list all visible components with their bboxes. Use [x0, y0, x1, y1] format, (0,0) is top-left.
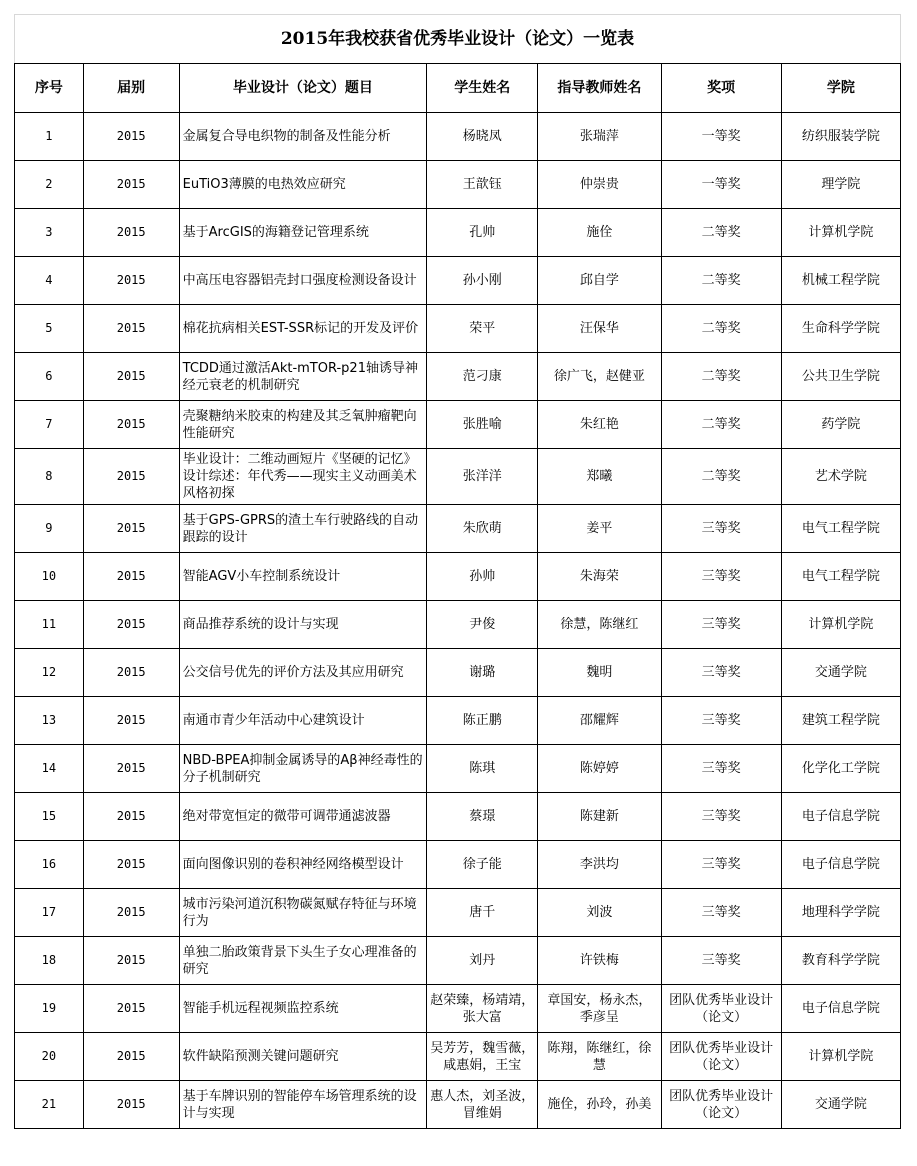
- index-cell: 20: [15, 1033, 84, 1081]
- table-row: [15, 889, 901, 937]
- topic-cell: 基于车牌识别的智能停车场管理系统的设计与实现: [179, 1081, 427, 1129]
- index-cell: 3: [15, 209, 84, 257]
- college-cell: 公共卫生学院: [781, 353, 900, 401]
- table-row: [15, 745, 901, 793]
- page-title: 2015年我校获省优秀毕业设计（论文）一览表: [15, 15, 901, 64]
- year-cell: 2015: [83, 209, 179, 257]
- index-cell: 9: [15, 505, 84, 553]
- college-cell: 药学院: [781, 401, 900, 449]
- student-cell: 陈琪: [427, 745, 538, 793]
- student-cell: 王歆钰: [427, 161, 538, 209]
- table-row: [15, 553, 901, 601]
- student-cell: 唐千: [427, 889, 538, 937]
- topic-cell: 中高压电容器铝壳封口强度检测设备设计: [179, 257, 427, 305]
- college-cell: 计算机学院: [781, 1033, 900, 1081]
- college-cell: 电子信息学院: [781, 841, 900, 889]
- college-cell: 交通学院: [781, 649, 900, 697]
- index-cell: 12: [15, 649, 84, 697]
- advisor-cell: 章国安，杨永杰，季彦呈: [538, 985, 661, 1033]
- index-cell: 5: [15, 305, 84, 353]
- advisor-cell: 汪保华: [538, 305, 661, 353]
- index-cell: 11: [15, 601, 84, 649]
- header-advisor: 指导教师姓名: [538, 64, 661, 113]
- award-cell: 三等奖: [661, 553, 781, 601]
- topic-cell: TCDD通过激活Akt-mTOR-p21轴诱导神经元衰老的机制研究: [179, 353, 427, 401]
- college-cell: 电气工程学院: [781, 553, 900, 601]
- advisor-cell: 姜平: [538, 505, 661, 553]
- college-cell: 交通学院: [781, 1081, 900, 1129]
- year-cell: 2015: [83, 1033, 179, 1081]
- award-cell: 三等奖: [661, 745, 781, 793]
- index-cell: 17: [15, 889, 84, 937]
- year-cell: 2015: [83, 449, 179, 505]
- advisor-cell: 施佺，孙玲，孙美: [538, 1081, 661, 1129]
- year-cell: 2015: [83, 937, 179, 985]
- student-cell: 张胜喻: [427, 401, 538, 449]
- index-cell: 13: [15, 697, 84, 745]
- year-cell: 2015: [83, 745, 179, 793]
- year-cell: 2015: [83, 1081, 179, 1129]
- topic-cell: 智能手机远程视频监控系统: [179, 985, 427, 1033]
- topic-cell: 单独二胎政策背景下头生子女心理准备的研究: [179, 937, 427, 985]
- award-cell: 二等奖: [661, 257, 781, 305]
- award-cell: 三等奖: [661, 697, 781, 745]
- header-topic: 毕业设计（论文）题目: [179, 64, 427, 113]
- topic-cell: NBD-BPEA抑制金属诱导的Aβ神经毒性的分子机制研究: [179, 745, 427, 793]
- year-cell: 2015: [83, 305, 179, 353]
- year-cell: 2015: [83, 553, 179, 601]
- award-cell: 一等奖: [661, 113, 781, 161]
- year-cell: 2015: [83, 985, 179, 1033]
- header-student: 学生姓名: [427, 64, 538, 113]
- college-cell: 建筑工程学院: [781, 697, 900, 745]
- award-cell: 团队优秀毕业设计（论文）: [661, 1033, 781, 1081]
- advisor-cell: 陈建新: [538, 793, 661, 841]
- topic-cell: 软件缺陷预测关键问题研究: [179, 1033, 427, 1081]
- table-row: [15, 209, 901, 257]
- index-cell: 4: [15, 257, 84, 305]
- year-cell: 2015: [83, 257, 179, 305]
- college-cell: 教育科学学院: [781, 937, 900, 985]
- award-cell: 三等奖: [661, 841, 781, 889]
- year-cell: 2015: [83, 401, 179, 449]
- year-cell: 2015: [83, 889, 179, 937]
- award-cell: 三等奖: [661, 793, 781, 841]
- award-cell: 二等奖: [661, 305, 781, 353]
- header-year: 届别: [83, 64, 179, 113]
- student-cell: 范刁康: [427, 353, 538, 401]
- college-cell: 电子信息学院: [781, 985, 900, 1033]
- table-row: [15, 505, 901, 553]
- advisor-cell: 朱海荣: [538, 553, 661, 601]
- index-cell: 18: [15, 937, 84, 985]
- student-cell: 陈正鹏: [427, 697, 538, 745]
- table-row: [15, 937, 901, 985]
- advisor-cell: 郑曦: [538, 449, 661, 505]
- table-row: [15, 161, 901, 209]
- index-cell: 19: [15, 985, 84, 1033]
- student-cell: 张洋洋: [427, 449, 538, 505]
- year-cell: 2015: [83, 601, 179, 649]
- college-cell: 机械工程学院: [781, 257, 900, 305]
- year-cell: 2015: [83, 353, 179, 401]
- topic-cell: 绝对带宽恒定的微带可调带通滤波器: [179, 793, 427, 841]
- college-cell: 计算机学院: [781, 601, 900, 649]
- college-cell: 电气工程学院: [781, 505, 900, 553]
- index-cell: 1: [15, 113, 84, 161]
- topic-cell: 基于ArcGIS的海籍登记管理系统: [179, 209, 427, 257]
- table-row: [15, 793, 901, 841]
- advisor-cell: 徐广飞，赵健亚: [538, 353, 661, 401]
- advisor-cell: 仲崇贵: [538, 161, 661, 209]
- year-cell: 2015: [83, 113, 179, 161]
- student-cell: 杨晓凤: [427, 113, 538, 161]
- advisor-cell: 邱自学: [538, 257, 661, 305]
- award-cell: 团队优秀毕业设计（论文）: [661, 1081, 781, 1129]
- student-cell: 孙帅: [427, 553, 538, 601]
- topic-cell: 公交信号优先的评价方法及其应用研究: [179, 649, 427, 697]
- award-cell: 三等奖: [661, 601, 781, 649]
- topic-cell: 城市污染河道沉积物碳氮赋存特征与环境行为: [179, 889, 427, 937]
- student-cell: 朱欣萌: [427, 505, 538, 553]
- college-cell: 电子信息学院: [781, 793, 900, 841]
- header-row: [15, 64, 901, 113]
- student-cell: 赵荣臻，杨靖靖，张大富: [427, 985, 538, 1033]
- advisor-cell: 朱红艳: [538, 401, 661, 449]
- table-row: [15, 257, 901, 305]
- index-cell: 21: [15, 1081, 84, 1129]
- student-cell: 孙小刚: [427, 257, 538, 305]
- award-cell: 三等奖: [661, 505, 781, 553]
- index-cell: 6: [15, 353, 84, 401]
- student-cell: 尹俊: [427, 601, 538, 649]
- award-table: [14, 14, 901, 1129]
- advisor-cell: 陈翔，陈继红，徐慧: [538, 1033, 661, 1081]
- student-cell: 吴芳芳，魏雪薇，咸惠娟，王宝: [427, 1033, 538, 1081]
- college-cell: 化学化工学院: [781, 745, 900, 793]
- student-cell: 蔡璟: [427, 793, 538, 841]
- table-row: [15, 697, 901, 745]
- award-cell: 一等奖: [661, 161, 781, 209]
- student-cell: 刘丹: [427, 937, 538, 985]
- award-cell: 二等奖: [661, 209, 781, 257]
- topic-cell: 智能AGV小车控制系统设计: [179, 553, 427, 601]
- year-cell: 2015: [83, 793, 179, 841]
- student-cell: 孔帅: [427, 209, 538, 257]
- advisor-cell: 李洪均: [538, 841, 661, 889]
- advisor-cell: 许铁梅: [538, 937, 661, 985]
- year-cell: 2015: [83, 841, 179, 889]
- index-cell: 2: [15, 161, 84, 209]
- table-row: [15, 1033, 901, 1081]
- topic-cell: 棉花抗病相关EST-SSR标记的开发及评价: [179, 305, 427, 353]
- award-cell: 三等奖: [661, 937, 781, 985]
- advisor-cell: 徐慧，陈继红: [538, 601, 661, 649]
- award-cell: 二等奖: [661, 449, 781, 505]
- header-index: 序号: [15, 64, 84, 113]
- index-cell: 15: [15, 793, 84, 841]
- student-cell: 惠人杰，刘圣波，冒维娟: [427, 1081, 538, 1129]
- advisor-cell: 刘波: [538, 889, 661, 937]
- college-cell: 纺织服装学院: [781, 113, 900, 161]
- index-cell: 8: [15, 449, 84, 505]
- table-row: [15, 305, 901, 353]
- college-cell: 理学院: [781, 161, 900, 209]
- college-cell: 艺术学院: [781, 449, 900, 505]
- year-cell: 2015: [83, 697, 179, 745]
- award-cell: 三等奖: [661, 889, 781, 937]
- table-row: [15, 649, 901, 697]
- topic-cell: 毕业设计：二维动画短片《坚硬的记忆》 设计综述：年代秀——现实主义动画美术风格初探: [179, 449, 427, 505]
- topic-cell: 金属复合导电织物的制备及性能分析: [179, 113, 427, 161]
- college-cell: 生命科学学院: [781, 305, 900, 353]
- college-cell: 地理科学学院: [781, 889, 900, 937]
- index-cell: 10: [15, 553, 84, 601]
- topic-cell: 面向图像识别的卷积神经网络模型设计: [179, 841, 427, 889]
- index-cell: 7: [15, 401, 84, 449]
- table-row: [15, 401, 901, 449]
- table-row: [15, 1081, 901, 1129]
- advisor-cell: 施佺: [538, 209, 661, 257]
- year-cell: 2015: [83, 505, 179, 553]
- advisor-cell: 邵耀辉: [538, 697, 661, 745]
- advisor-cell: 魏明: [538, 649, 661, 697]
- table-row: [15, 353, 901, 401]
- year-cell: 2015: [83, 161, 179, 209]
- topic-cell: EuTiO3薄膜的电热效应研究: [179, 161, 427, 209]
- year-cell: 2015: [83, 649, 179, 697]
- table-row: [15, 985, 901, 1033]
- student-cell: 谢璐: [427, 649, 538, 697]
- college-cell: 计算机学院: [781, 209, 900, 257]
- topic-cell: 基于GPS-GPRS的渣土车行驶路线的自动跟踪的设计: [179, 505, 427, 553]
- award-cell: 团队优秀毕业设计（论文）: [661, 985, 781, 1033]
- table-row: [15, 841, 901, 889]
- topic-cell: 南通市青少年活动中心建筑设计: [179, 697, 427, 745]
- award-sheet: [14, 14, 901, 1129]
- advisor-cell: 陈婷婷: [538, 745, 661, 793]
- topic-cell: 壳聚糖纳米胶束的构建及其乏氧肿瘤靶向性能研究: [179, 401, 427, 449]
- student-cell: 徐子能: [427, 841, 538, 889]
- table-row: [15, 601, 901, 649]
- award-cell: 二等奖: [661, 401, 781, 449]
- table-row: [15, 113, 901, 161]
- index-cell: 14: [15, 745, 84, 793]
- advisor-cell: 张瑞萍: [538, 113, 661, 161]
- student-cell: 荣平: [427, 305, 538, 353]
- header-college: 学院: [781, 64, 900, 113]
- header-award: 奖项: [661, 64, 781, 113]
- topic-cell: 商品推荐系统的设计与实现: [179, 601, 427, 649]
- index-cell: 16: [15, 841, 84, 889]
- table-row: [15, 449, 901, 505]
- award-cell: 三等奖: [661, 649, 781, 697]
- award-cell: 二等奖: [661, 353, 781, 401]
